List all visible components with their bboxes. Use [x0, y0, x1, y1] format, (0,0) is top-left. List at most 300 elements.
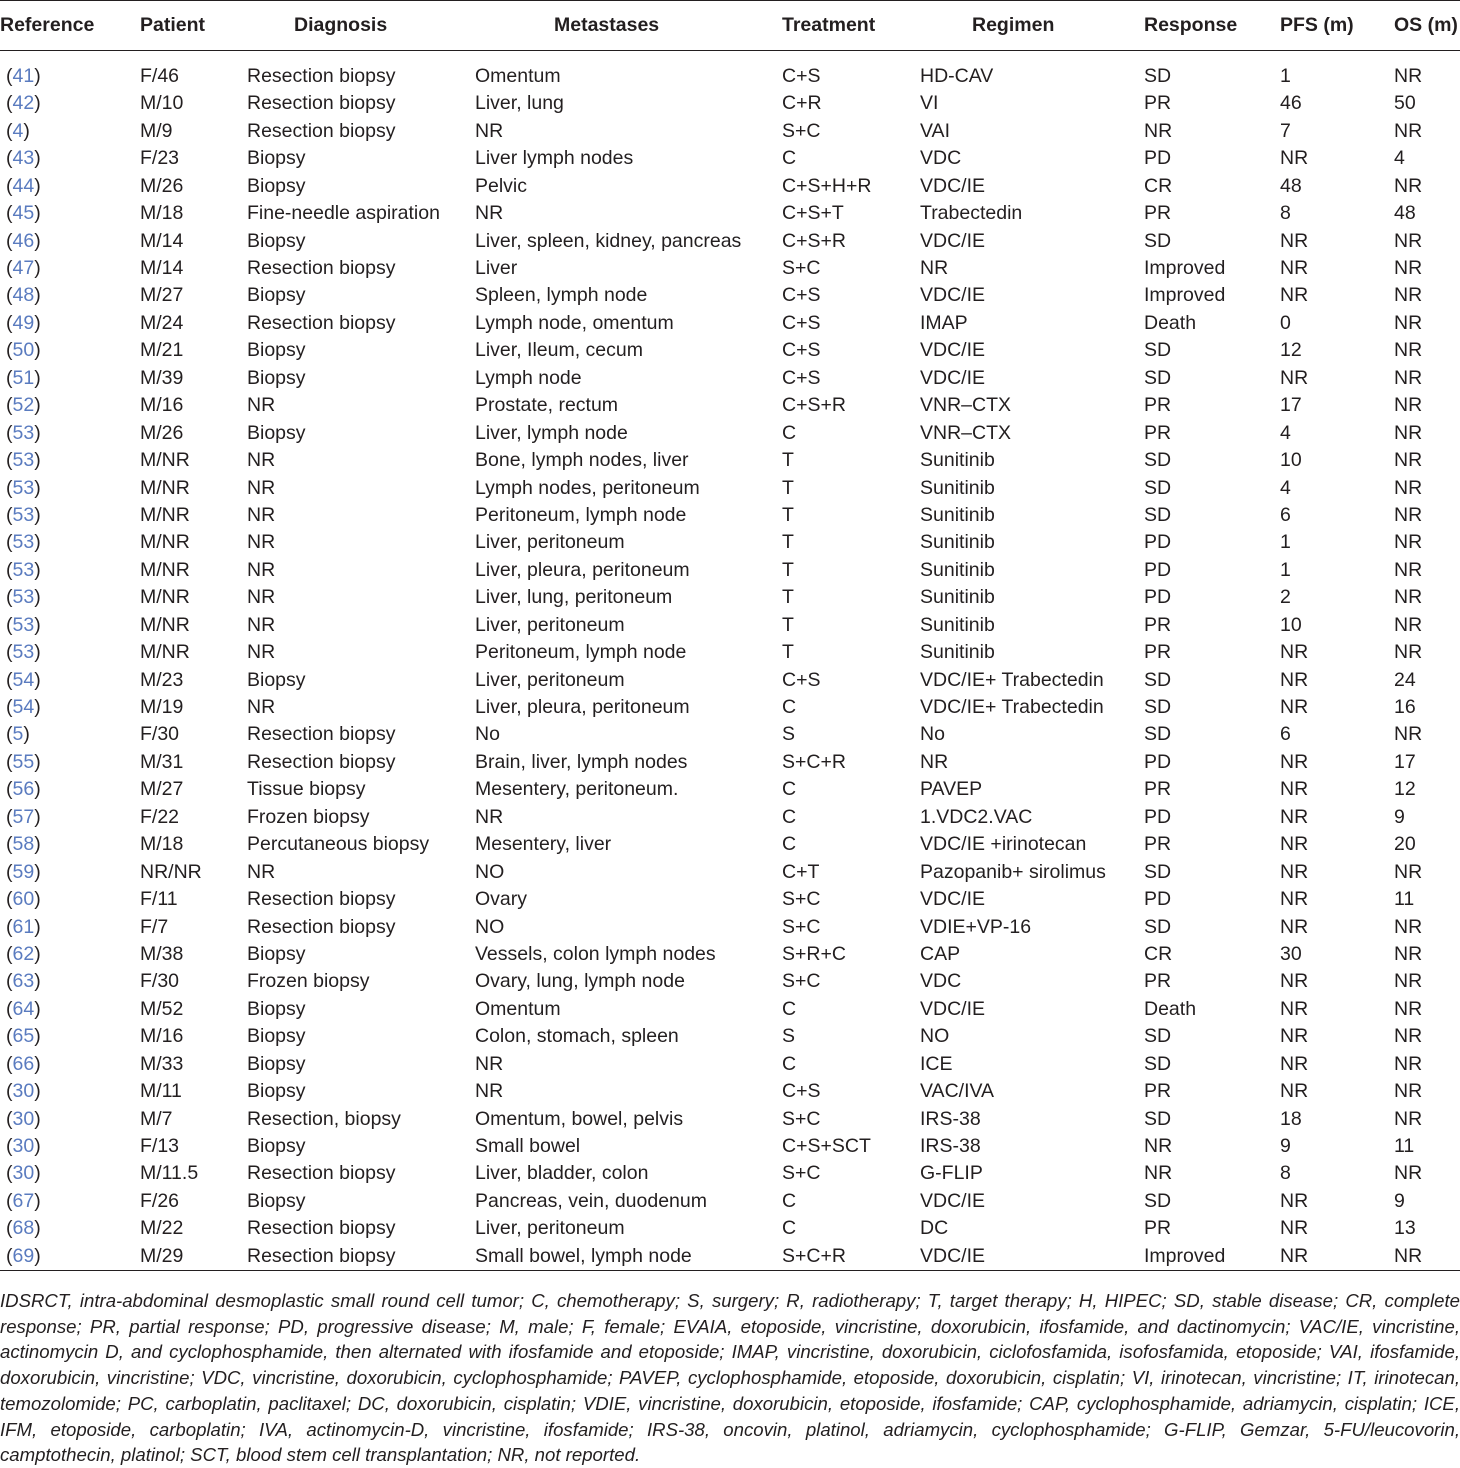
- response-cell: PD: [1144, 531, 1172, 554]
- reference-link[interactable]: 54: [12, 668, 35, 691]
- reference-open-paren: (: [6, 1244, 13, 1267]
- os-cell: 50: [1394, 92, 1416, 115]
- reference-cell: [0, 886, 140, 913]
- reference-open-paren: (: [6, 421, 13, 444]
- pfs-cell: 48: [1280, 174, 1302, 197]
- reference-cell: [0, 804, 140, 831]
- patient-cell: F/23: [140, 147, 180, 170]
- reference-link[interactable]: 57: [12, 805, 35, 828]
- table-row: [0, 776, 1460, 803]
- reference-link[interactable]: 43: [12, 147, 35, 170]
- patient-cell: M/52: [140, 997, 184, 1020]
- table-row: [0, 749, 1460, 776]
- treatment-cell: S+C: [782, 915, 821, 938]
- reference-link[interactable]: 59: [12, 860, 35, 883]
- regimen-cell: IRS-38: [920, 1107, 981, 1130]
- reference-link[interactable]: 66: [12, 1052, 35, 1075]
- reference-link[interactable]: 44: [12, 174, 35, 197]
- reference-link[interactable]: 53: [12, 558, 35, 581]
- pfs-cell: NR: [1280, 805, 1309, 828]
- reference-link[interactable]: 52: [12, 394, 35, 417]
- diagnosis-cell: Biopsy: [247, 339, 306, 362]
- response-cell: SD: [1144, 476, 1172, 499]
- reference-link[interactable]: 49: [12, 311, 35, 334]
- reference-link[interactable]: 64: [12, 997, 35, 1020]
- regimen-cell: VDC/IE: [920, 366, 986, 389]
- os-cell: 24: [1394, 668, 1416, 691]
- reference-link[interactable]: 30: [12, 1162, 35, 1185]
- treatment-cell: C+S: [782, 311, 821, 334]
- reference-link[interactable]: 30: [12, 1135, 35, 1158]
- treatment-cell: C: [782, 833, 797, 856]
- reference-link[interactable]: 67: [12, 1189, 35, 1212]
- reference-link[interactable]: 30: [12, 1080, 35, 1103]
- reference-link[interactable]: 53: [12, 531, 35, 554]
- diagnosis-cell: Biopsy: [247, 284, 306, 307]
- regimen-cell: G-FLIP: [920, 1162, 983, 1185]
- reference-close-paren: ): [34, 833, 41, 856]
- patient-cell: M/22: [140, 1217, 184, 1240]
- diagnosis-cell: NR: [247, 503, 276, 526]
- os-cell: NR: [1394, 174, 1423, 197]
- patient-cell: F/7: [140, 915, 169, 938]
- pfs-cell: NR: [1280, 888, 1309, 911]
- regimen-cell: Sunitinib: [920, 531, 995, 554]
- table-row: [0, 228, 1460, 255]
- reference-cell: [0, 283, 140, 310]
- reference-link[interactable]: 30: [12, 1107, 35, 1130]
- metastases-cell: Lymph nodes, peritoneum: [475, 476, 700, 499]
- diagnosis-cell: NR: [247, 696, 276, 719]
- header-regimen: Regimen: [920, 1, 1144, 51]
- diagnosis-cell: Resection biopsy: [247, 1243, 475, 1270]
- patient-cell: F/46: [140, 64, 180, 87]
- reference-open-paren: (: [6, 1052, 13, 1075]
- reference-link[interactable]: 42: [12, 92, 35, 115]
- reference-open-paren: (: [6, 641, 13, 664]
- header-response: Response: [1144, 1, 1280, 51]
- reference-open-paren: (: [6, 1025, 13, 1048]
- diagnosis-cell: Resection biopsy: [247, 915, 396, 938]
- os-cell: 9: [1394, 805, 1405, 828]
- reference-link[interactable]: 51: [12, 366, 35, 389]
- table-row: [0, 996, 1460, 1023]
- reference-close-paren: ): [34, 64, 41, 87]
- response-cell: PR: [1144, 778, 1172, 801]
- metastases-cell: NR: [475, 202, 504, 225]
- reference-open-paren: (: [6, 92, 13, 115]
- os-cell: NR: [1394, 1025, 1423, 1048]
- reference-cell: [0, 1215, 140, 1242]
- os-cell: NR: [1394, 723, 1423, 746]
- reference-link[interactable]: 45: [12, 202, 35, 225]
- metastases-cell: Ovary, lung, lymph node: [475, 970, 685, 993]
- table-row: [0, 1133, 1460, 1160]
- response-cell: PR: [1144, 1217, 1172, 1240]
- treatment-cell: T: [782, 558, 794, 581]
- reference-close-paren: ): [34, 284, 41, 307]
- reference-link[interactable]: 53: [12, 613, 35, 636]
- table-row: [0, 1161, 1460, 1188]
- reference-open-paren: (: [6, 531, 13, 554]
- diagnosis-cell: Resection biopsy: [247, 1162, 396, 1185]
- patient-cell: M/16: [140, 1025, 184, 1048]
- reference-link[interactable]: 58: [12, 833, 35, 856]
- os-cell: NR: [1394, 366, 1423, 389]
- reference-link[interactable]: 54: [12, 696, 35, 719]
- os-cell: NR: [1394, 1052, 1423, 1075]
- metastases-cell: Peritoneum, lymph node: [475, 641, 687, 664]
- response-cell: SD: [1144, 668, 1172, 691]
- response-cell: SD: [1144, 64, 1172, 87]
- table-row: [0, 200, 1460, 227]
- reference-close-paren: ): [34, 531, 41, 554]
- reference-link[interactable]: 62: [12, 942, 35, 965]
- patient-cell: M/23: [140, 668, 184, 691]
- metastases-cell: Liver, peritoneum: [475, 613, 625, 636]
- response-cell: PR: [1144, 641, 1172, 664]
- reference-close-paren: ): [34, 366, 41, 389]
- reference-cell: [0, 1023, 140, 1050]
- reference-cell: [0, 749, 140, 776]
- os-cell: 13: [1394, 1217, 1416, 1240]
- reference-link[interactable]: 56: [12, 778, 35, 801]
- pfs-cell: NR: [1280, 257, 1309, 280]
- reference-link[interactable]: 53: [12, 586, 35, 609]
- patient-cell: M/NR: [140, 449, 190, 472]
- reference-cell: [0, 1106, 140, 1133]
- diagnosis-cell: Biopsy: [247, 1135, 306, 1158]
- pfs-cell: 46: [1280, 92, 1302, 115]
- os-cell: 4: [1394, 147, 1405, 170]
- table-row: [0, 667, 1460, 694]
- table-row: [0, 1215, 1460, 1242]
- reference-link[interactable]: 53: [12, 641, 35, 664]
- reference-link[interactable]: 61: [12, 915, 35, 938]
- reference-link[interactable]: 50: [12, 339, 35, 362]
- diagnosis-cell: Tissue biopsy: [247, 778, 366, 801]
- metastases-cell: Omentum, bowel, pelvis: [475, 1107, 684, 1130]
- metastases-cell: Vessels, colon lymph nodes: [475, 942, 716, 965]
- diagnosis-cell: NR: [247, 860, 276, 883]
- reference-cell: [0, 968, 140, 995]
- table-row: [0, 310, 1460, 337]
- regimen-cell: Sunitinib: [920, 476, 995, 499]
- diagnosis-cell: Biopsy: [247, 1052, 306, 1075]
- regimen-cell: DC: [920, 1217, 949, 1240]
- pfs-cell: NR: [1280, 1189, 1309, 1212]
- reference-close-paren: ): [34, 997, 41, 1020]
- pfs-cell: 1: [1280, 64, 1291, 87]
- reference-link[interactable]: 53: [12, 421, 35, 444]
- treatment-cell: C+T: [782, 860, 820, 883]
- reference-cell: [0, 337, 140, 364]
- response-cell: PR: [1144, 421, 1172, 444]
- table-row: [0, 502, 1460, 529]
- pfs-cell: 1: [1280, 558, 1291, 581]
- pfs-cell: NR: [1280, 284, 1309, 307]
- metastases-cell: Bone, lymph nodes, liver: [475, 449, 689, 472]
- reference-link[interactable]: 5: [12, 723, 24, 746]
- table-row: [0, 529, 1460, 556]
- reference-cell: [0, 1243, 140, 1270]
- response-cell: SD: [1144, 503, 1172, 526]
- os-cell: 9: [1394, 1189, 1405, 1212]
- pfs-cell: NR: [1280, 970, 1309, 993]
- table-row: [0, 90, 1460, 117]
- reference-cell: [0, 996, 140, 1023]
- regimen-cell: VDC/IE: [920, 174, 986, 197]
- reference-link[interactable]: 63: [12, 970, 35, 993]
- regimen-cell: Sunitinib: [920, 449, 995, 472]
- table-row: [0, 804, 1460, 831]
- regimen-cell: PAVEP: [920, 778, 983, 801]
- metastases-cell: Liver, peritoneum: [475, 1217, 625, 1240]
- reference-close-paren: ): [34, 92, 41, 115]
- reference-open-paren: (: [6, 147, 13, 170]
- reference-close-paren: ): [34, 1052, 41, 1075]
- regimen-cell: Sunitinib: [920, 613, 995, 636]
- treatment-cell: T: [782, 449, 794, 472]
- reference-open-paren: (: [6, 668, 13, 691]
- reference-open-paren: (: [6, 366, 13, 389]
- diagnosis-cell: Percutaneous biopsy: [247, 833, 430, 856]
- reference-link[interactable]: 47: [12, 257, 35, 280]
- response-cell: SD: [1144, 229, 1172, 252]
- patient-cell: M/33: [140, 1052, 184, 1075]
- patient-cell: F/26: [140, 1189, 180, 1212]
- pfs-cell: NR: [1280, 915, 1309, 938]
- pfs-cell: NR: [1280, 696, 1309, 719]
- patient-cell: M/26: [140, 421, 184, 444]
- table-footnote: IDSRCT, intra-abdominal desmoplastic small round cell tumor; C, chemotherapy; S, surgery; R, radiotherapy; T, target therapy; H, HIPEC; SD, stable disease; CR, complete response; PR, partial response; PD, progressive disease; M, male; F, female; EVAIA, etoposide, vincristine, doxorubicin, ifosfamide, and dactinomycin; VAC/IE, vincristine, actinomycin D, and cyclophosphamide, then alternated with ifosfamide and etoposide; IMAP, vincristine, doxorubicin, ciclofosfamida, isofosfamida, etoposide; VAI, ifosfamide, doxorubicin, vincristine; VDC, vincristine, doxorubicin, cyclophosphamide; PAVEP, cyclophosphamide, etoposide, doxorubicin, cisplatin; VI, irinotecan, vincristine; IT, irinotecan, temozolomide; PC, carboplatin, paclitaxel; DC, doxorubicin, cisplatin; VDIE, vincristine, doxorubicin, etoposide, ifosfamide; CAP, cyclophosphamide, adriamycin, cisplatin; ICE, IFM, etoposide, carboplatin; IVA, actinomycin-D, vincristine, ifosfamide; IRS-38, oncovin, platinol, adriamycin, cyclophosphamide; G-FLIP, Gemzar, 5-FU/leucovorin, camptothecin, platinol; SCT, blood stem cell transplantation; NR, not reported.: [0, 1290, 1460, 1466]
- pfs-cell: NR: [1280, 750, 1309, 773]
- diagnosis-cell: Fine-needle aspiration: [247, 202, 440, 225]
- regimen-cell: VDC/IE +irinotecan: [920, 833, 1087, 856]
- os-cell: NR: [1394, 394, 1423, 417]
- reference-cell: [0, 667, 140, 694]
- patient-cell: F/22: [140, 805, 180, 828]
- treatment-cell: C+S+H+R: [782, 174, 872, 197]
- os-cell: NR: [1394, 531, 1423, 554]
- diagnosis-cell: Resection biopsy: [247, 257, 396, 280]
- reference-open-paren: (: [6, 64, 13, 87]
- diagnosis-cell: NR: [247, 641, 276, 664]
- metastases-cell: Lymph node, omentum: [475, 311, 674, 334]
- reference-close-paren: ): [34, 147, 41, 170]
- reference-cell: [0, 145, 140, 172]
- diagnosis-cell: Resection biopsy: [247, 64, 396, 87]
- regimen-cell: VDIE+VP-16: [920, 915, 1032, 938]
- metastases-cell: NO: [475, 860, 505, 883]
- table-row: [0, 941, 1460, 968]
- reference-cell: [0, 1078, 140, 1105]
- patient-cell: M/14: [140, 257, 184, 280]
- diagnosis-cell: Biopsy: [247, 668, 306, 691]
- reference-open-paren: (: [6, 394, 13, 417]
- os-cell: NR: [1394, 119, 1423, 142]
- os-cell: NR: [1394, 586, 1423, 609]
- reference-cell: [0, 776, 140, 803]
- reference-open-paren: (: [6, 970, 13, 993]
- table-row: [0, 722, 1460, 749]
- table-header: [0, 1, 1460, 51]
- reference-cell: [0, 502, 140, 529]
- regimen-cell: VDC/IE: [920, 997, 986, 1020]
- metastases-cell: Prostate, rectum: [475, 394, 619, 417]
- metastases-cell: NR: [475, 119, 504, 142]
- treatment-cell: S+C: [782, 970, 821, 993]
- treatment-cell: C: [782, 421, 797, 444]
- reference-link[interactable]: 55: [12, 750, 35, 773]
- metastases-cell: Liver, spleen, kidney, pancreas: [475, 229, 742, 252]
- treatment-cell: S+C: [782, 119, 821, 142]
- table-row: [0, 1078, 1460, 1105]
- regimen-cell: VDC/IE+ Trabectedin: [920, 668, 1104, 691]
- response-cell: SD: [1144, 1107, 1172, 1130]
- os-cell: NR: [1394, 1243, 1460, 1270]
- reference-cell: [0, 1051, 140, 1078]
- treatment-cell: S+C: [782, 1107, 821, 1130]
- table-row: [0, 1023, 1460, 1050]
- treatment-cell: C: [782, 1189, 797, 1212]
- header-diagnosis: Diagnosis: [247, 1, 475, 51]
- metastases-cell: Liver lymph nodes: [475, 147, 634, 170]
- os-cell: NR: [1394, 915, 1423, 938]
- reference-open-paren: (: [6, 1107, 13, 1130]
- reference-cell: [0, 90, 140, 117]
- response-cell: PD: [1144, 750, 1172, 773]
- reference-open-paren: (: [6, 119, 13, 142]
- metastases-cell: Brain, liver, lymph nodes: [475, 750, 688, 773]
- response-cell: SD: [1144, 1189, 1172, 1212]
- pfs-cell: 30: [1280, 942, 1302, 965]
- reference-open-paren: (: [6, 503, 13, 526]
- reference-link[interactable]: 48: [12, 284, 35, 307]
- pfs-cell: 8: [1280, 202, 1291, 225]
- patient-cell: M/18: [140, 202, 184, 225]
- reference-open-paren: (: [6, 997, 13, 1020]
- metastases-cell: Liver, lung, peritoneum: [475, 586, 673, 609]
- regimen-cell: VDC: [920, 970, 962, 993]
- reference-open-paren: (: [6, 174, 13, 197]
- os-cell: NR: [1394, 860, 1423, 883]
- table-row: [0, 831, 1460, 858]
- reference-cell: [0, 310, 140, 337]
- patient-cell: M/11: [140, 1080, 182, 1103]
- pfs-cell: NR: [1280, 641, 1309, 664]
- pfs-cell: NR: [1280, 778, 1309, 801]
- patient-cell: M/NR: [140, 558, 190, 581]
- metastases-cell: NR: [475, 1080, 504, 1103]
- table-row: [0, 392, 1460, 419]
- regimen-cell: IMAP: [920, 311, 968, 334]
- diagnosis-cell: Biopsy: [247, 229, 306, 252]
- header-treatment: Treatment: [782, 1, 920, 51]
- reference-link[interactable]: 53: [12, 449, 35, 472]
- reference-open-paren: (: [6, 805, 13, 828]
- regimen-cell: NO: [920, 1025, 950, 1048]
- metastases-cell: Pancreas, vein, duodenum: [475, 1189, 707, 1212]
- response-cell: SD: [1144, 696, 1172, 719]
- reference-link[interactable]: 41: [12, 64, 35, 87]
- diagnosis-cell: Frozen biopsy: [247, 805, 370, 828]
- diagnosis-cell: NR: [247, 586, 276, 609]
- reference-link[interactable]: 53: [12, 476, 35, 499]
- reference-cell: [0, 392, 140, 419]
- treatment-cell: C: [782, 997, 797, 1020]
- reference-close-paren: ): [34, 888, 41, 911]
- response-cell: PR: [1144, 1080, 1172, 1103]
- table-row: [0, 145, 1460, 172]
- response-cell: NR: [1144, 1135, 1173, 1158]
- reference-link[interactable]: 65: [12, 1025, 35, 1048]
- response-cell: PR: [1144, 202, 1172, 225]
- diagnosis-cell: Resection biopsy: [247, 119, 396, 142]
- pfs-cell: 10: [1280, 449, 1302, 472]
- diagnosis-cell: Biopsy: [247, 997, 306, 1020]
- reference-link[interactable]: 69: [12, 1244, 35, 1267]
- treatment-cell: S: [782, 1025, 796, 1048]
- reference-link[interactable]: 60: [12, 888, 35, 911]
- reference-cell: [0, 1133, 140, 1160]
- reference-close-paren: ): [34, 229, 41, 252]
- pfs-cell: 8: [1280, 1162, 1291, 1185]
- table-row: [0, 914, 1460, 941]
- response-cell: SD: [1144, 723, 1172, 746]
- metastases-cell: Omentum: [475, 64, 561, 87]
- reference-open-paren: (: [6, 723, 13, 746]
- reference-link[interactable]: 68: [12, 1217, 35, 1240]
- reference-cell: [0, 200, 140, 227]
- response-cell: PD: [1144, 147, 1172, 170]
- regimen-cell: ICE: [920, 1052, 953, 1075]
- reference-close-paren: ): [34, 696, 41, 719]
- table-row: [0, 612, 1460, 639]
- treatment-cell: S+C: [782, 257, 821, 280]
- patient-cell: M/11.5: [140, 1162, 199, 1185]
- diagnosis-cell: Biopsy: [247, 174, 306, 197]
- pfs-cell: NR: [1280, 860, 1309, 883]
- reference-close-paren: ): [34, 805, 41, 828]
- metastases-cell: Liver, peritoneum: [475, 531, 625, 554]
- table-row: [0, 694, 1460, 721]
- patient-cell: M/27: [140, 284, 184, 307]
- os-cell: NR: [1394, 970, 1423, 993]
- pfs-cell: 1: [1280, 531, 1291, 554]
- diagnosis-cell: NR: [247, 476, 276, 499]
- os-cell: NR: [1394, 229, 1423, 252]
- metastases-cell: Liver, pleura, peritoneum: [475, 696, 690, 719]
- reference-close-paren: ): [34, 641, 41, 664]
- regimen-cell: NR: [920, 750, 949, 773]
- reference-cell: [0, 255, 140, 282]
- reference-link[interactable]: 46: [12, 229, 35, 252]
- pfs-cell: 4: [1280, 421, 1291, 444]
- response-cell: PD: [1144, 888, 1172, 911]
- diagnosis-cell: NR: [247, 394, 276, 417]
- os-cell: NR: [1394, 421, 1423, 444]
- metastases-cell: Spleen, lymph node: [475, 284, 648, 307]
- patient-cell: M/NR: [140, 531, 190, 554]
- reference-link[interactable]: 53: [12, 503, 35, 526]
- reference-open-paren: (: [6, 229, 13, 252]
- reference-cell: [0, 173, 140, 200]
- regimen-cell: Sunitinib: [920, 558, 995, 581]
- reference-link[interactable]: 4: [12, 119, 24, 142]
- reference-open-paren: (: [6, 202, 13, 225]
- os-cell: NR: [1394, 558, 1423, 581]
